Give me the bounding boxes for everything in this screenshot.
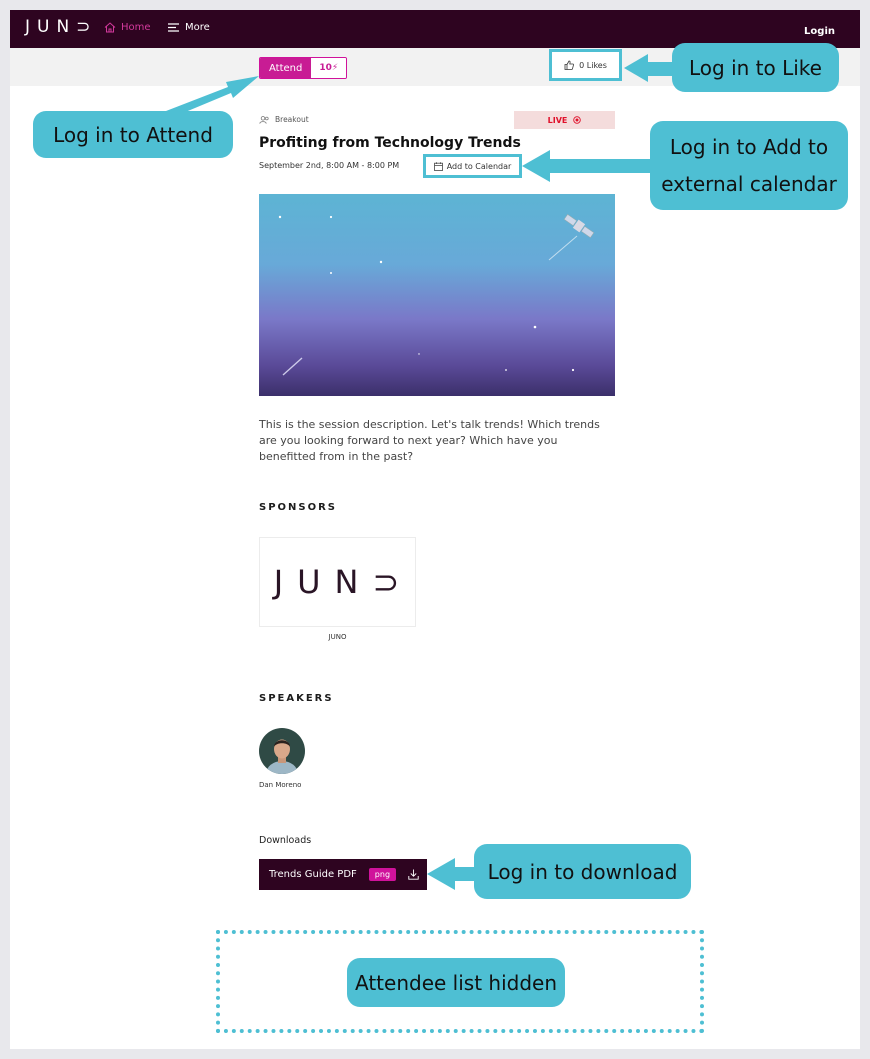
callout-calendar [650,121,848,210]
callout-attendees [347,958,565,1007]
speakers-heading: SPEAKERS [259,693,334,704]
callout-attend-text: Log in to Attend [53,122,213,147]
session-type-label: Breakout [275,115,309,124]
callout-download [474,844,691,899]
callout-attend [33,111,233,158]
sponsor-logo: JUN⊃ [273,563,414,601]
speaker-name: Dan Moreno [259,781,302,789]
likes-count: 0 Likes [579,60,607,70]
add-to-calendar-label: Add to Calendar [446,161,512,171]
callout-download-text: Log in to download [487,859,678,884]
live-label: LIVE [547,115,568,125]
app-logo[interactable]: JUN⊃ [25,17,98,37]
attend-button[interactable]: Attend [260,58,311,78]
downloads-heading: Downloads [259,835,312,846]
sponsors-heading: SPONSORS [259,502,338,513]
session-datetime: September 2nd, 8:00 AM - 8:00 PM [259,161,400,170]
callout-calendar-text-1: Log in to Add to [669,134,829,159]
login-button[interactable]: Login [804,26,835,37]
session-description: This is the session description. Let's talk trends! Which trends are you looking forward to next year? Which have you benefitted from in the past? [259,418,600,463]
callout-like [672,43,839,92]
callout-like-text: Log in to Like [689,55,822,80]
nav-more-label: More [185,22,210,33]
sponsor-name: JUNO [328,633,347,641]
session-title: Profiting from Technology Trends [259,135,521,151]
nav-home-label: Home [121,22,151,33]
callout-attendees-text: Attendee list hidden [355,970,557,995]
callout-calendar-text-2: external calendar [661,171,837,196]
file-type-badge: png [369,868,396,881]
attend-count: 10⚡ [311,58,346,78]
download-file-label: Trends Guide PDF [269,869,357,880]
